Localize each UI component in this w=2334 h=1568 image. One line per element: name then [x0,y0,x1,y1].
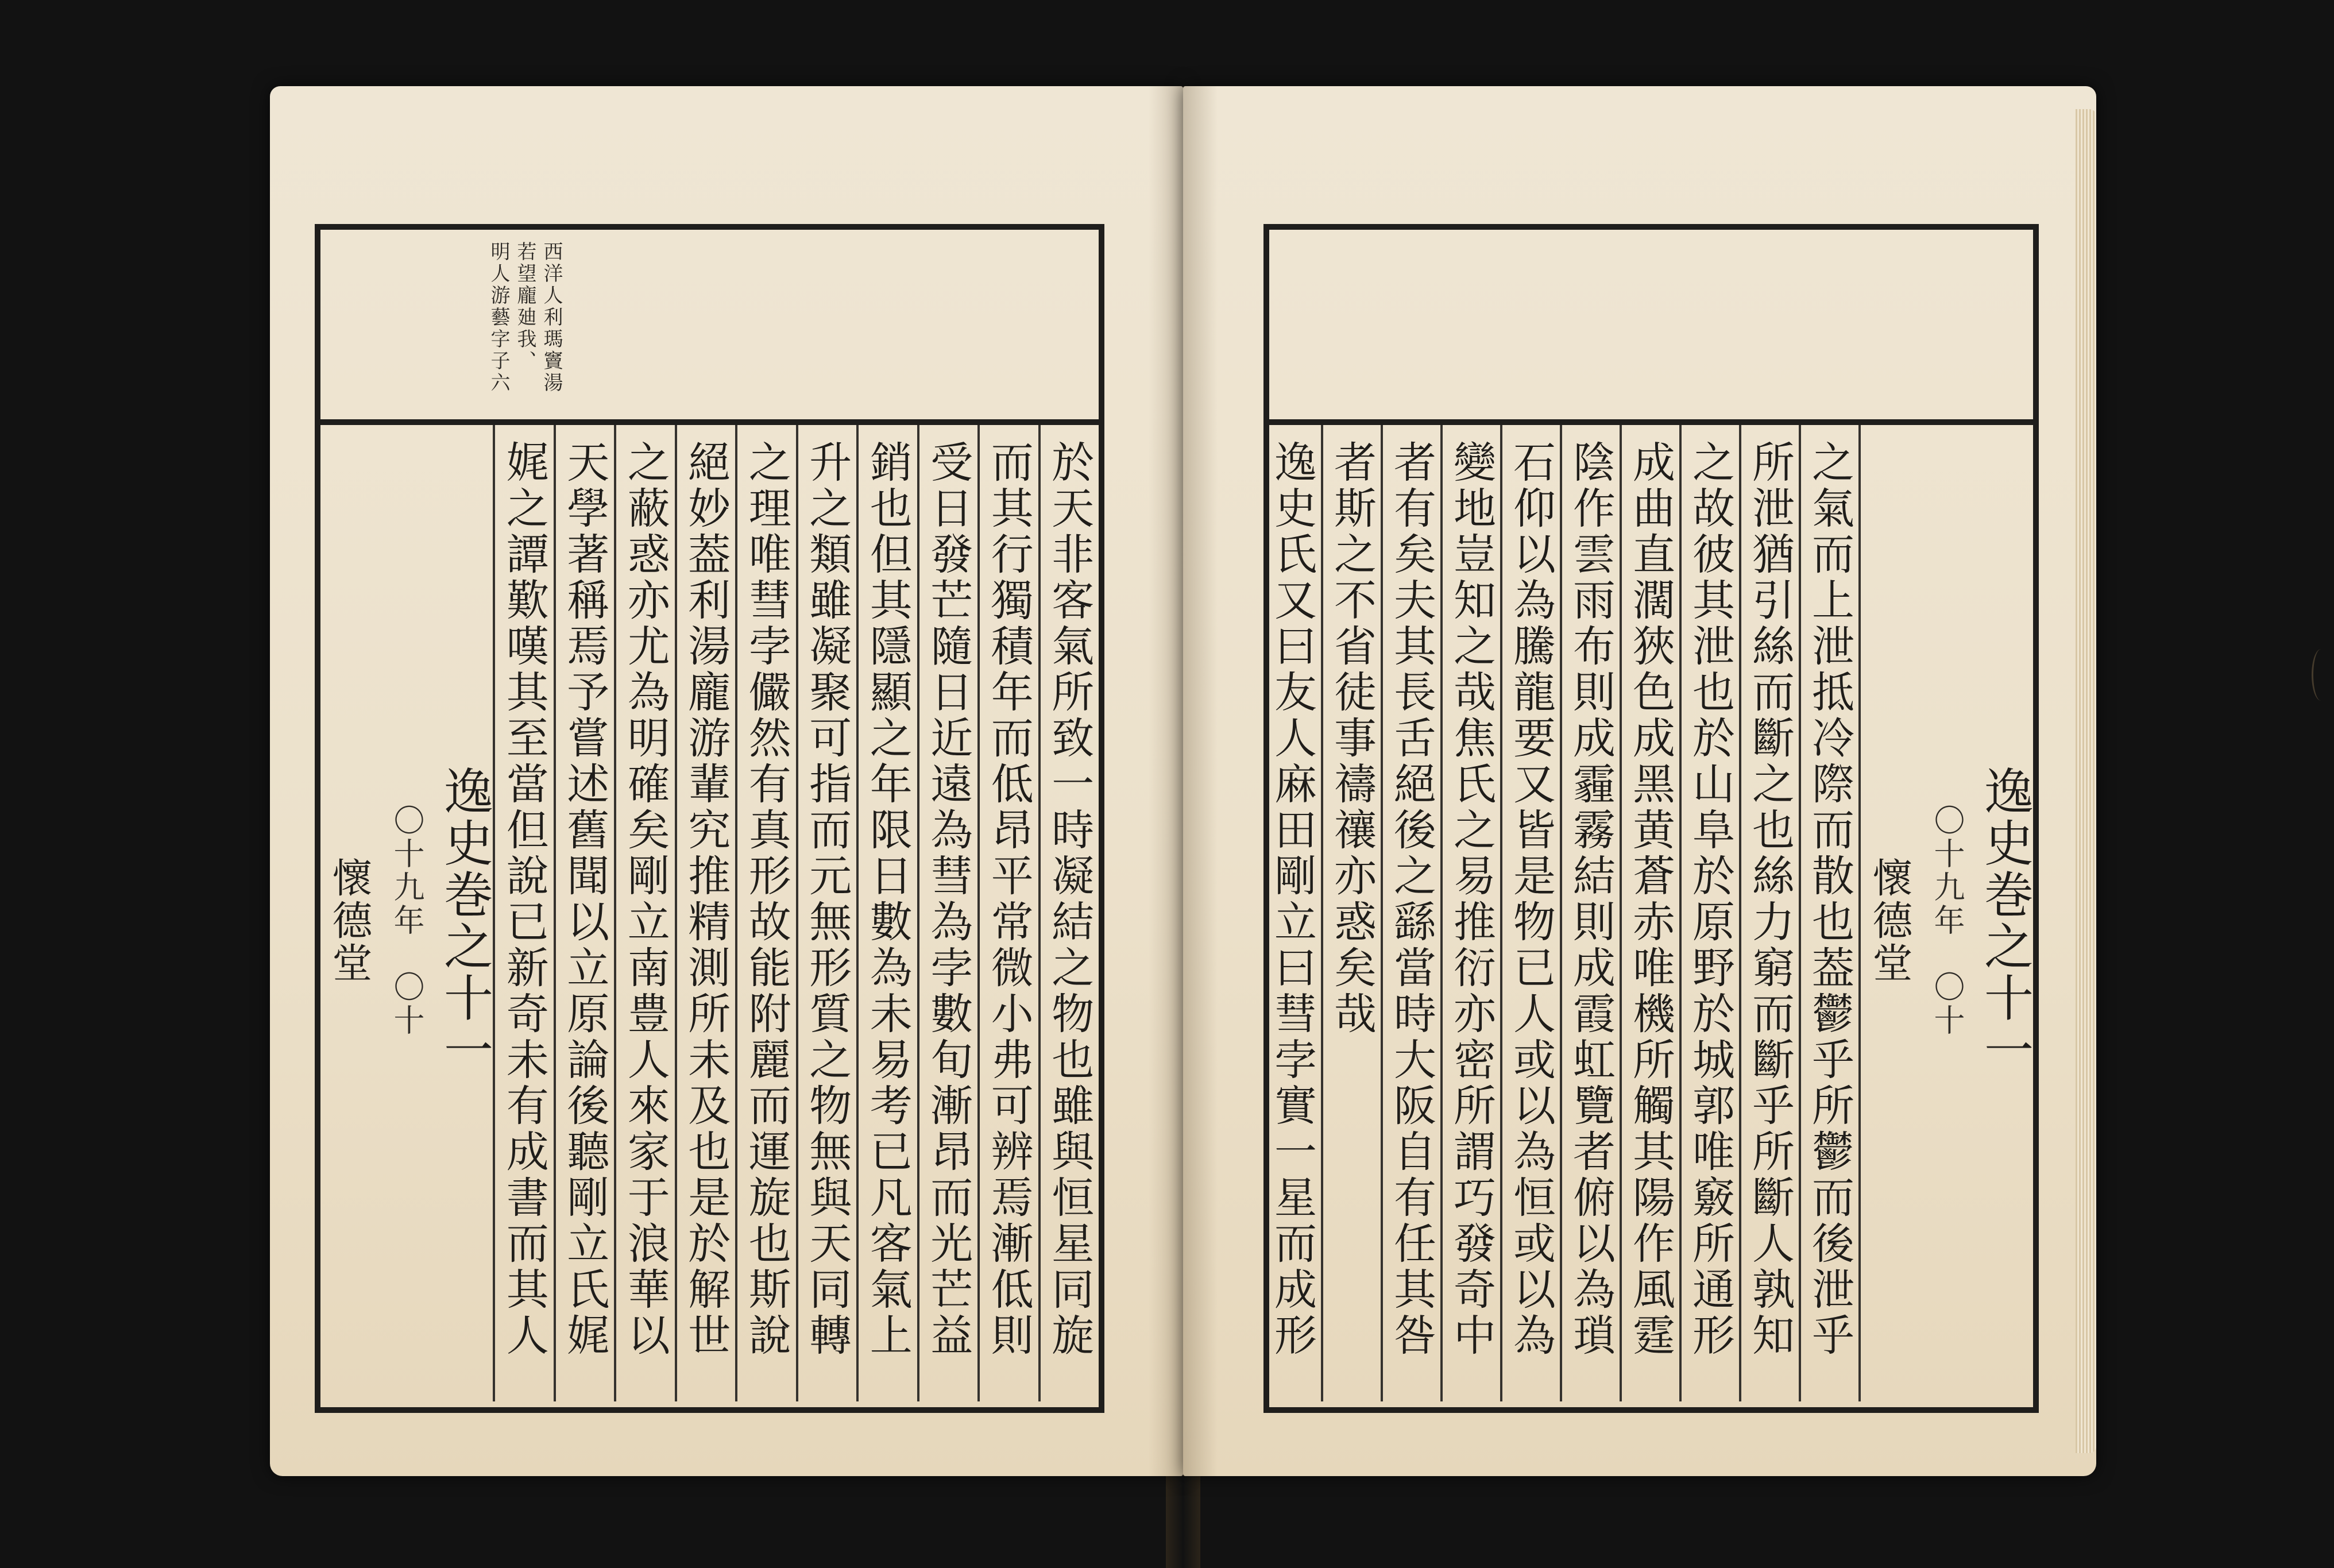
text-column: 之氣而上泄抵冷際而散也葢鬱乎所鬱而後泄乎 [1799,425,1858,1401]
text-column: 者斯之不省徒事禱禳亦惑矣哉 [1321,425,1381,1401]
text-column: 逸史氏又曰友人麻田剛立曰彗孛實一星而成形 [1268,440,1317,1359]
text-column: 陰作雲雨布則成霾霧結則成霞虹覽者俯以為瑣 [1560,425,1620,1401]
text-column: 而其行獨積年而低昂平常微小弗可辨焉漸低則 [977,425,1038,1401]
paper-tear [2312,649,2331,701]
text-column: 之蔽惑亦尤為明確矣剛立南豊人來家于浪華以 [614,425,675,1401]
date-marks: 〇十九年 〇十 [1929,804,1965,1037]
right-center-band [1858,425,2033,1401]
book-title: 逸史巻之十一 [435,766,493,1076]
text-column: 娓之譚歎嘆其至當但說已新奇未有成書而其人 [493,425,554,1401]
text-column: 於天非客氣所致一時凝結之物也雖與恒星同旋 [1038,425,1099,1401]
text-column: 變地豈知之哉焦氏之易推衍亦密所謂巧發奇中 [1440,425,1500,1401]
open-book [270,86,2096,1476]
left-page-frame [315,224,1104,1413]
date-marks: 〇十九年 〇十 [389,804,425,1037]
text-column: 銷也但其隱顯之年限日數為未易考已凡客氣上 [856,425,917,1401]
head-note-line: 若望龐廸我、 [513,241,536,372]
text-column: 絕妙葢利湯龐游輩究推精測所未及也是於解世 [675,425,736,1401]
publisher-name: 懷德堂 [1866,857,1913,984]
text-column: 石仰以為騰龍要又皆是物已人或以為恒或以為 [1500,425,1560,1401]
right-head-margin [1269,230,2033,425]
text-column: 之故彼其泄也於山阜於原野於城郭唯竅所通形 [1679,425,1739,1401]
text-column: 者有矣夫其長舌絕後之繇當時大阪自有任其咎 [1381,425,1440,1401]
left-head-margin [320,230,1099,425]
left-head-note [487,241,563,394]
right-page [1183,86,2096,1476]
right-text-columns [1269,425,2033,1401]
publisher-name: 懷德堂 [326,857,373,984]
left-text-columns [320,425,1099,1401]
book-title: 逸史巻之十一 [1976,766,2033,1076]
text-column: 升之類雖凝聚可指而元無形質之物無與天同轉 [796,425,857,1401]
left-center-band [320,425,493,1401]
text-column: 天學著稱焉予嘗述舊聞以立原論後聽剛立氏娓 [554,425,615,1401]
text-column: 之理唯彗孛儼然有真形故能附麗而運旋也斯說 [735,425,796,1401]
head-note-line: 明人游藝字子六 [487,241,510,394]
text-column: 成曲直濶狹色成黑黄蒼赤唯機所觸其陽作風霆 [1620,425,1679,1401]
text-column: 所泄猶引絲而斷之也絲力窮而斷乎所斷人孰知 [1739,425,1799,1401]
head-note-line: 西洋人利瑪竇湯 [540,241,563,394]
left-page [270,86,1183,1476]
right-page-frame [1263,224,2039,1413]
text-column: 受日發芒隨日近遠為彗為孛數旬漸昂而光芒益 [917,425,978,1401]
